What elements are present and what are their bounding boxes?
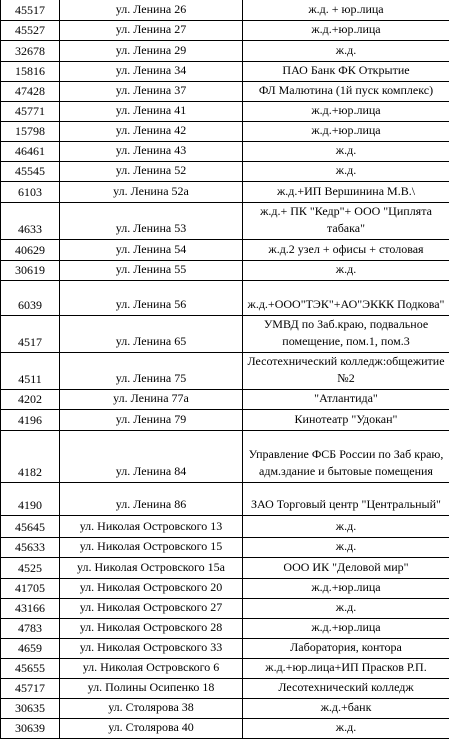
table-row (1, 240, 449, 261)
code-cell: 45645 (1, 516, 60, 538)
code-cell: 4511 (1, 353, 60, 390)
code-cell: 45527 (1, 21, 60, 41)
address-cell: ул. Николая Островского 13 (60, 516, 243, 538)
table-row (1, 62, 449, 82)
code-cell: 46461 (1, 142, 60, 162)
table-row (1, 516, 449, 538)
address-cell: ул. Ленина 84 (60, 431, 243, 483)
table-row (1, 162, 449, 182)
tenant-cell: ж.д. + юр.лица (243, 0, 449, 21)
address-cell: ул. Николая Островского 6 (60, 659, 243, 679)
address-cell: ул. Ленина 26 (60, 0, 243, 21)
tenant-cell: Лесотехнический колледж:общежитие №2 (243, 353, 449, 390)
tenant-cell: ж.д.+ИП Вершинина М.В.\ (243, 182, 449, 203)
address-cell: ул. Ленина 55 (60, 261, 243, 281)
code-cell: 6103 (1, 182, 60, 203)
tenant-cell: ж.д. (243, 41, 449, 62)
address-cell: ул. Ленина 56 (60, 281, 243, 316)
address-cell: ул. Ленина 41 (60, 102, 243, 122)
table-row (1, 699, 449, 719)
tenant-cell: ж.д.+юр.лица (243, 579, 449, 599)
code-cell: 4659 (1, 639, 60, 659)
code-cell: 30619 (1, 261, 60, 281)
code-cell: 45717 (1, 679, 60, 699)
address-cell: ул. Ленина 86 (60, 483, 243, 516)
code-cell: 43166 (1, 599, 60, 619)
code-cell: 4196 (1, 410, 60, 431)
address-cell: ул. Ленина 54 (60, 240, 243, 261)
table-row (1, 142, 449, 162)
address-cell: ул. Ленина 27 (60, 21, 243, 41)
address-cell: ул. Столярова 38 (60, 699, 243, 719)
code-cell: 45517 (1, 0, 60, 21)
table-row (1, 558, 449, 579)
table-row (1, 82, 449, 102)
code-cell: 45771 (1, 102, 60, 122)
tenant-cell: ЗАО Торговый центр "Центральный" (243, 483, 449, 516)
tenant-cell: ж.д.+ ПК "Кедр"+ ООО "Циплята табака" (243, 203, 449, 240)
table-row (1, 619, 449, 639)
table-row (1, 122, 449, 142)
tenant-cell: Лаборатория, контора (243, 639, 449, 659)
code-cell: 32678 (1, 41, 60, 62)
tenant-cell: ж.д. (243, 516, 449, 538)
tenant-cell: ПАО Банк ФК Открытие (243, 62, 449, 82)
code-cell: 4190 (1, 483, 60, 516)
tenant-cell: ж.д.+ООО"ТЭК"+АО"ЭККК Подкова" (243, 281, 449, 316)
address-cell: ул. Николая Островского 33 (60, 639, 243, 659)
address-cell: ул. Ленина 75 (60, 353, 243, 390)
tenant-cell: ж.д. (243, 162, 449, 182)
code-cell: 4517 (1, 316, 60, 353)
address-cell: ул. Полины Осипенко 18 (60, 679, 243, 699)
table-row (1, 316, 449, 353)
address-cell: ул. Ленина 34 (60, 62, 243, 82)
address-cell: ул. Николая Островского 27 (60, 599, 243, 619)
code-cell: 4633 (1, 203, 60, 240)
tenant-cell: УМВД по Заб.краю, подвальное помещение, пом.1, пом.3 (243, 316, 449, 353)
table-row (1, 410, 449, 431)
code-cell: 40629 (1, 240, 60, 261)
code-cell: 45545 (1, 162, 60, 182)
code-cell: 15798 (1, 122, 60, 142)
tenant-cell: "Атлантида" (243, 390, 449, 410)
tenant-cell: ООО ИК "Деловой мир" (243, 558, 449, 579)
table-row (1, 102, 449, 122)
table-row (1, 390, 449, 410)
code-cell: 4182 (1, 431, 60, 483)
table-row (1, 353, 449, 390)
address-cell: ул. Ленина 43 (60, 142, 243, 162)
address-cell: ул. Николая Островского 15а (60, 558, 243, 579)
code-cell: 4783 (1, 619, 60, 639)
address-cell: ул. Ленина 37 (60, 82, 243, 102)
address-cell: ул. Николая Островского 20 (60, 579, 243, 599)
address-cell: ул. Ленина 79 (60, 410, 243, 431)
address-cell: ул. Ленина 65 (60, 316, 243, 353)
code-cell: 15816 (1, 62, 60, 82)
tenant-cell: ж.д. (243, 142, 449, 162)
tenant-cell: ФЛ Малютина (1й пуск комплекс) (243, 82, 449, 102)
address-cell: ул. Ленина 52а (60, 182, 243, 203)
address-cell: ул. Ленина 77а (60, 390, 243, 410)
tenant-cell: ж.д.+банк (243, 699, 449, 719)
tenant-cell: ж.д. (243, 719, 449, 739)
code-cell: 6039 (1, 281, 60, 316)
table-row (1, 679, 449, 699)
code-cell: 30635 (1, 699, 60, 719)
table-row (1, 538, 449, 558)
tenant-cell: Лесотехнический колледж (243, 679, 449, 699)
address-cell: ул. Николая Островского 15 (60, 538, 243, 558)
tenant-cell: ж.д.+юр.лица+ИП Прасков Р.П. (243, 659, 449, 679)
code-cell: 30639 (1, 719, 60, 739)
tenant-cell: ж.д.+юр.лица (243, 122, 449, 142)
tenant-cell: ж.д. (243, 538, 449, 558)
address-cell: ул. Столярова 40 (60, 719, 243, 739)
table-row (1, 599, 449, 619)
table-row (1, 659, 449, 679)
table-row (1, 203, 449, 240)
table-row (1, 281, 449, 316)
tenant-cell: Кинотеатр "Удокан" (243, 410, 449, 431)
tenant-cell: ж.д. (243, 599, 449, 619)
table-row (1, 639, 449, 659)
code-cell: 4525 (1, 558, 60, 579)
table-row (1, 0, 449, 21)
table-row (1, 182, 449, 203)
table-row (1, 579, 449, 599)
address-cell: ул. Николая Островского 28 (60, 619, 243, 639)
address-cell: ул. Ленина 52 (60, 162, 243, 182)
code-cell: 47428 (1, 82, 60, 102)
table-row (1, 41, 449, 62)
tenant-cell: ж.д.+юр.лица (243, 102, 449, 122)
tenant-cell: ж.д.2 узел + офисы + столовая (243, 240, 449, 261)
table-row (1, 261, 449, 281)
code-cell: 4202 (1, 390, 60, 410)
address-cell: ул. Ленина 29 (60, 41, 243, 62)
tenant-cell: ж.д.+юр.лица (243, 619, 449, 639)
tenant-cell: ж.д.+юр.лица (243, 21, 449, 41)
code-cell: 41705 (1, 579, 60, 599)
address-cell: ул. Ленина 42 (60, 122, 243, 142)
address-cell: ул. Ленина 53 (60, 203, 243, 240)
code-cell: 45655 (1, 659, 60, 679)
code-cell: 45633 (1, 538, 60, 558)
table-body (1, 0, 449, 739)
table-row (1, 431, 449, 483)
tenant-cell: ж.д. (243, 261, 449, 281)
tenant-cell: Управление ФСБ России по Заб краю, адм.здание и бытовые помещения (243, 431, 449, 483)
table-row (1, 483, 449, 516)
table-row (1, 21, 449, 41)
table-row (1, 719, 449, 739)
